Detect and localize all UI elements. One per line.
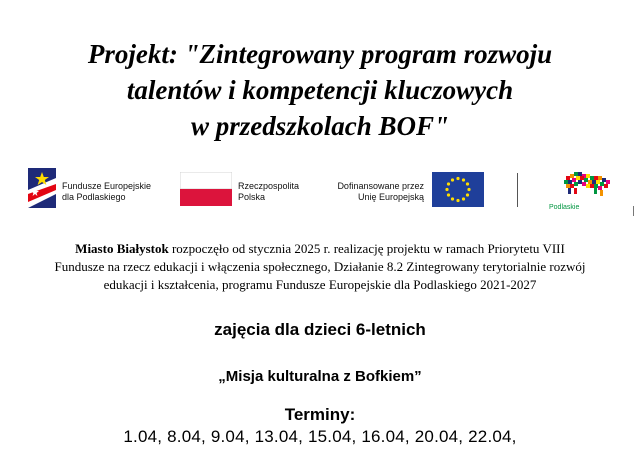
rzeczpospolita-polska-text: Rzeczpospolita Polska <box>238 181 300 202</box>
description-line-2: Fundusze na rzecz edukacji i włączenia społecznego, Działanie 8.2 Zintegrowany terytorialnie rozwój <box>54 259 586 274</box>
dofinansowane-text: Dofinansowane przez Unię Europejską <box>337 181 424 202</box>
eu-flag <box>432 172 484 207</box>
podlaskie-bison-logo <box>560 170 622 202</box>
project-title-line-2: talentów i kompetencji kluczowych <box>126 75 514 105</box>
description-line-3: edukacji i kształcenia, programu Fundusze Europejskie dla Podlaskiego 2021-2027 <box>103 277 537 292</box>
project-title-line-1: Projekt: "Zintegrowany program rozwoju <box>87 39 553 69</box>
audience-heading: zajęcia dla dzieci 6-letnich <box>214 320 426 339</box>
logo-divider <box>517 173 518 207</box>
project-title-line-3: w przedszkolach BOF" <box>190 111 450 141</box>
city-name: Miasto Białystok <box>75 241 169 256</box>
mission-title: „Misja kulturalna z Bofkiem” <box>218 368 422 385</box>
project-title <box>0 36 640 144</box>
terms-dates: 1.04, 8.04, 9.04, 13.04, 15.04, 16.04, 20.04, 22.04, <box>123 427 517 446</box>
description-line-1: Miasto Białystok rozpoczęło od stycznia 2025 r. realizację projektu w ramach Priorytetu VIII <box>75 241 565 256</box>
podlaskie-label: Podlaskie <box>549 204 580 211</box>
fundusze-europejskie-logo <box>28 168 56 208</box>
project-description <box>20 240 620 294</box>
edge-marker <box>633 206 634 216</box>
fundusze-europejskie-text: Fundusze Europejskie dla Podlaskiego <box>62 181 152 202</box>
funding-logos-bar <box>0 160 640 220</box>
terms-heading: Terminy: <box>284 405 356 424</box>
polish-flag <box>180 172 232 206</box>
